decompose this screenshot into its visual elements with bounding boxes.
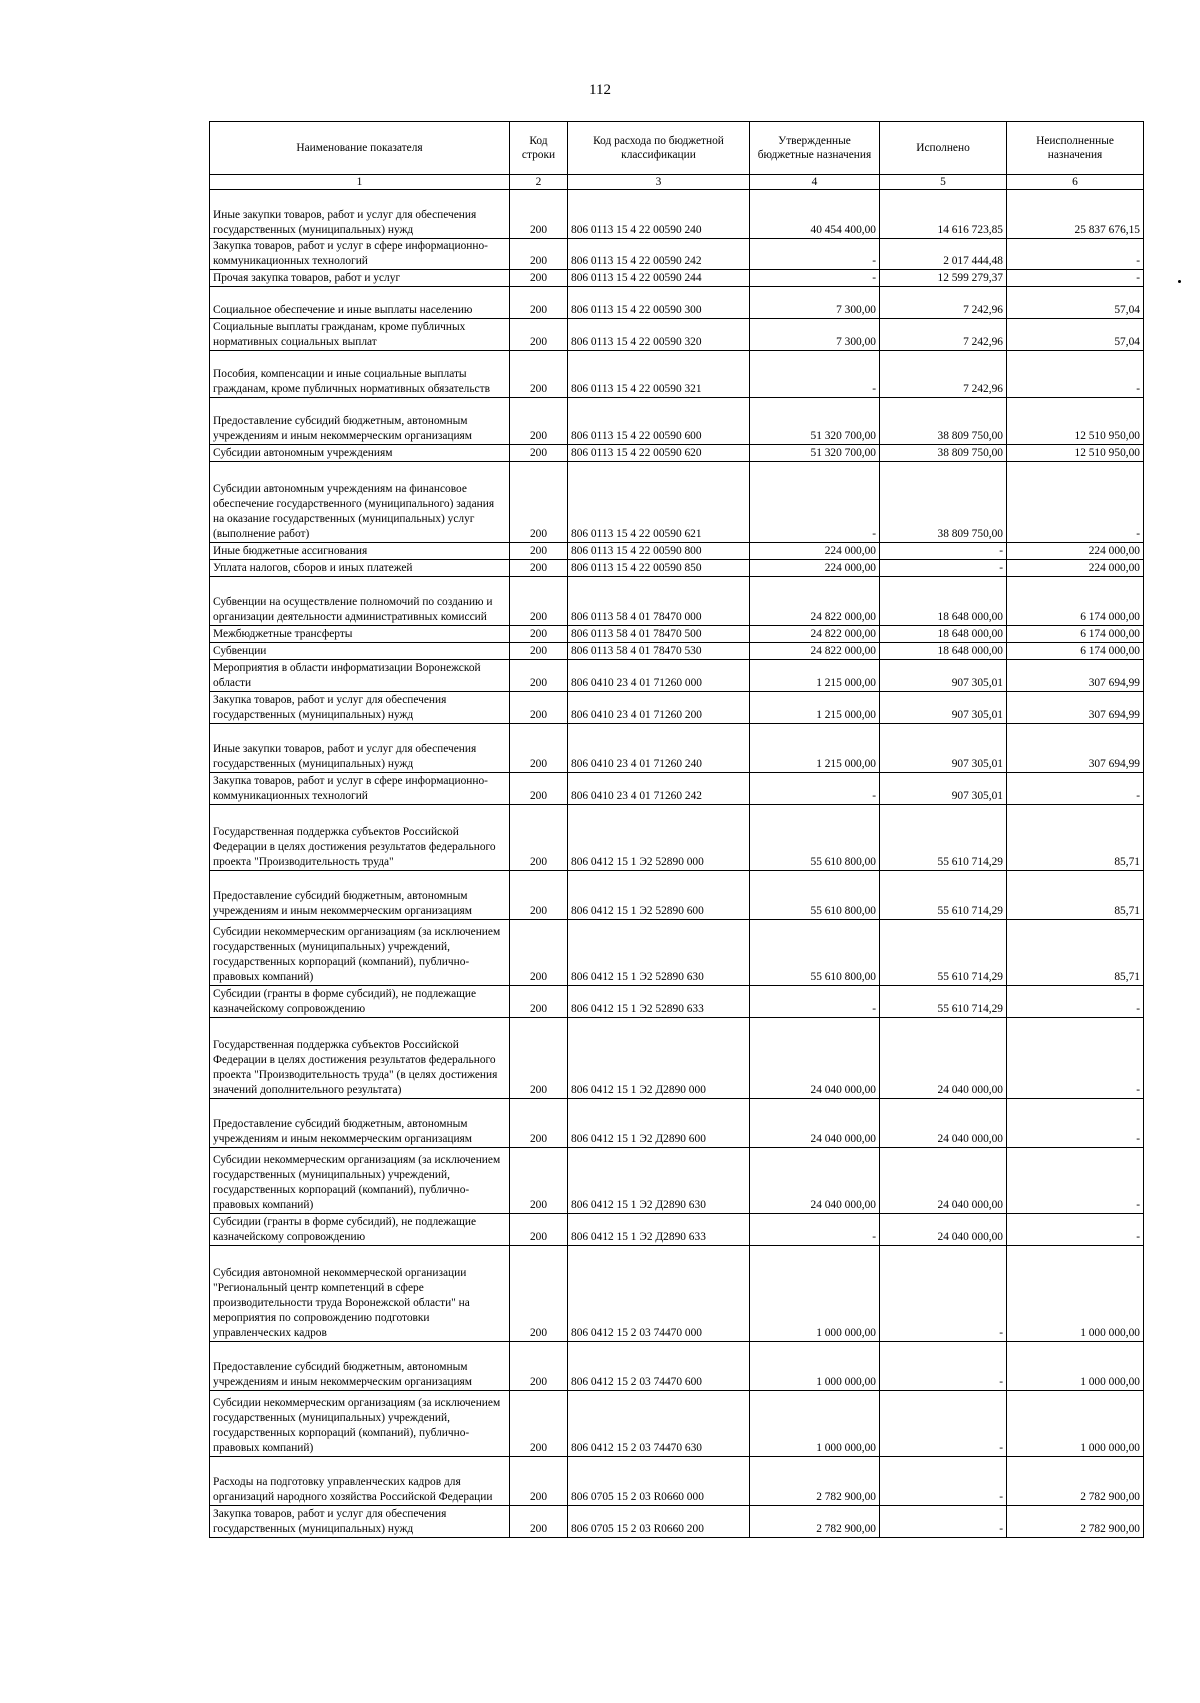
row-executed: 55 610 714,29 [880, 986, 1007, 1018]
row-line-code: 200 [510, 398, 568, 445]
row-classification-code: 806 0412 15 1 Э2 Д2890 630 [568, 1148, 750, 1214]
row-name: Предоставление субсидий бюджетным, автономным учреждениям и иным некоммерческим организациям [210, 1099, 510, 1148]
row-executed: 14 616 723,85 [880, 190, 1007, 239]
row-unexecuted: 57,04 [1007, 319, 1144, 351]
row-unexecuted: 6 174 000,00 [1007, 626, 1144, 643]
table-row [210, 560, 1144, 577]
row-name: Субсидии некоммерческим организациям (за исключением государственных (муниципальных) учреждений, государственных корпораций (компаний), публично-правовых компаний) [210, 920, 510, 986]
row-approved: 24 040 000,00 [750, 1148, 880, 1214]
row-name: Предоставление субсидий бюджетным, автономным учреждениям и иным некоммерческим организациям [210, 1342, 510, 1391]
row-unexecuted: 85,71 [1007, 805, 1144, 871]
row-unexecuted: 1 000 000,00 [1007, 1391, 1144, 1457]
row-classification-code: 806 0412 15 1 Э2 52890 000 [568, 805, 750, 871]
row-name: Субвенции на осуществление полномочий по созданию и организации деятельности административных комиссий [210, 577, 510, 626]
row-name: Государственная поддержка субъектов Российской Федерации в целях достижения результатов федерального проекта "Производительность труда" (в целях достижения значений дополнительного результата) [210, 1018, 510, 1099]
column-number: 4 [750, 175, 880, 190]
row-line-code: 200 [510, 1018, 568, 1099]
row-line-code: 200 [510, 560, 568, 577]
row-unexecuted: - [1007, 1214, 1144, 1246]
row-executed: 18 648 000,00 [880, 626, 1007, 643]
row-line-code: 200 [510, 319, 568, 351]
row-classification-code: 806 0412 15 1 Э2 Д2890 000 [568, 1018, 750, 1099]
row-classification-code: 806 0412 15 2 03 74470 000 [568, 1246, 750, 1342]
row-approved: 224 000,00 [750, 543, 880, 560]
row-classification-code: 806 0410 23 4 01 71260 000 [568, 660, 750, 692]
row-name: Иные бюджетные ассигнования [210, 543, 510, 560]
row-classification-code: 806 0113 15 4 22 00590 300 [568, 287, 750, 319]
row-unexecuted: - [1007, 239, 1144, 270]
row-classification-code: 806 0412 15 1 Э2 Д2890 600 [568, 1099, 750, 1148]
table-row [210, 1391, 1144, 1457]
table-header-row [210, 122, 1144, 175]
table-row [210, 871, 1144, 920]
row-executed: 24 040 000,00 [880, 1099, 1007, 1148]
row-approved: 1 000 000,00 [750, 1342, 880, 1391]
table-row [210, 577, 1144, 626]
row-executed: 7 242,96 [880, 287, 1007, 319]
row-line-code: 200 [510, 1214, 568, 1246]
row-approved: - [750, 773, 880, 805]
row-approved: 1 000 000,00 [750, 1391, 880, 1457]
table-body [210, 190, 1144, 1538]
table-row [210, 398, 1144, 445]
header-unexecuted: Неисполненные назначения [1007, 122, 1144, 175]
row-classification-code: 806 0410 23 4 01 71260 240 [568, 724, 750, 773]
table-row [210, 920, 1144, 986]
row-name: Уплата налогов, сборов и иных платежей [210, 560, 510, 577]
row-line-code: 200 [510, 577, 568, 626]
row-approved: - [750, 462, 880, 543]
table-row [210, 445, 1144, 462]
row-line-code: 200 [510, 660, 568, 692]
row-unexecuted: 224 000,00 [1007, 560, 1144, 577]
row-approved: 7 300,00 [750, 319, 880, 351]
row-executed: 18 648 000,00 [880, 577, 1007, 626]
row-classification-code: 806 0412 15 1 Э2 Д2890 633 [568, 1214, 750, 1246]
row-line-code: 200 [510, 239, 568, 270]
row-executed: 55 610 714,29 [880, 805, 1007, 871]
table-row [210, 986, 1144, 1018]
row-executed: 24 040 000,00 [880, 1148, 1007, 1214]
table-row [210, 1214, 1144, 1246]
row-approved: 1 000 000,00 [750, 1246, 880, 1342]
row-executed: - [880, 1391, 1007, 1457]
row-unexecuted: - [1007, 270, 1144, 287]
row-classification-code: 806 0113 15 4 22 00590 321 [568, 351, 750, 398]
row-line-code: 200 [510, 1246, 568, 1342]
row-name: Государственная поддержка субъектов Российской Федерации в целях достижения результатов федерального проекта "Производительность труда" [210, 805, 510, 871]
row-unexecuted: 2 782 900,00 [1007, 1506, 1144, 1538]
row-line-code: 200 [510, 1342, 568, 1391]
column-number: 3 [568, 175, 750, 190]
row-unexecuted: - [1007, 1099, 1144, 1148]
row-unexecuted: 307 694,99 [1007, 724, 1144, 773]
row-approved: 24 040 000,00 [750, 1018, 880, 1099]
row-executed: 12 599 279,37 [880, 270, 1007, 287]
row-line-code: 200 [510, 773, 568, 805]
row-approved: 2 782 900,00 [750, 1457, 880, 1506]
table-row [210, 287, 1144, 319]
row-line-code: 200 [510, 1506, 568, 1538]
row-line-code: 200 [510, 1391, 568, 1457]
row-executed: 7 242,96 [880, 319, 1007, 351]
row-name: Закупка товаров, работ и услуг для обеспечения государственных (муниципальных) нужд [210, 692, 510, 724]
row-approved: 2 782 900,00 [750, 1506, 880, 1538]
table-row [210, 270, 1144, 287]
row-classification-code: 806 0113 15 4 22 00590 621 [568, 462, 750, 543]
row-unexecuted: 85,71 [1007, 871, 1144, 920]
row-approved: 1 215 000,00 [750, 692, 880, 724]
row-line-code: 200 [510, 462, 568, 543]
row-name: Предоставление субсидий бюджетным, автономным учреждениям и иным некоммерческим организациям [210, 871, 510, 920]
table-row [210, 1342, 1144, 1391]
row-classification-code: 806 0412 15 1 Э2 52890 633 [568, 986, 750, 1018]
row-line-code: 200 [510, 643, 568, 660]
row-classification-code: 806 0412 15 1 Э2 52890 600 [568, 871, 750, 920]
header-executed: Исполнено [880, 122, 1007, 175]
row-executed: 907 305,01 [880, 773, 1007, 805]
table-row [210, 1506, 1144, 1538]
row-classification-code: 806 0113 58 4 01 78470 000 [568, 577, 750, 626]
row-executed: 24 040 000,00 [880, 1018, 1007, 1099]
row-executed: 55 610 714,29 [880, 920, 1007, 986]
row-classification-code: 806 0113 15 4 22 00590 850 [568, 560, 750, 577]
row-line-code: 200 [510, 270, 568, 287]
row-approved: 24 822 000,00 [750, 577, 880, 626]
row-line-code: 200 [510, 287, 568, 319]
row-unexecuted: - [1007, 1018, 1144, 1099]
row-executed: 907 305,01 [880, 692, 1007, 724]
row-unexecuted: 307 694,99 [1007, 660, 1144, 692]
table-row [210, 773, 1144, 805]
table-row [210, 626, 1144, 643]
row-executed: 55 610 714,29 [880, 871, 1007, 920]
row-name: Субсидии некоммерческим организациям (за исключением государственных (муниципальных) учреждений, государственных корпораций (компаний), публично-правовых компаний) [210, 1391, 510, 1457]
column-number: 6 [1007, 175, 1144, 190]
row-unexecuted: 85,71 [1007, 920, 1144, 986]
row-unexecuted: - [1007, 351, 1144, 398]
column-number: 5 [880, 175, 1007, 190]
row-classification-code: 806 0113 15 4 22 00590 320 [568, 319, 750, 351]
row-approved: - [750, 986, 880, 1018]
row-unexecuted: 12 510 950,00 [1007, 445, 1144, 462]
row-unexecuted: - [1007, 773, 1144, 805]
row-unexecuted: - [1007, 462, 1144, 543]
row-name: Субсидии (гранты в форме субсидий), не подлежащие казначейскому сопровождению [210, 1214, 510, 1246]
row-executed: 38 809 750,00 [880, 398, 1007, 445]
row-executed: 907 305,01 [880, 724, 1007, 773]
row-classification-code: 806 0705 15 2 03 R0660 200 [568, 1506, 750, 1538]
row-executed: - [880, 1342, 1007, 1391]
row-approved: 55 610 800,00 [750, 920, 880, 986]
row-executed: - [880, 543, 1007, 560]
row-name: Межбюджетные трансферты [210, 626, 510, 643]
row-line-code: 200 [510, 724, 568, 773]
row-approved: 55 610 800,00 [750, 871, 880, 920]
row-name: Субсидии некоммерческим организациям (за исключением государственных (муниципальных) учреждений, государственных корпораций (компаний), публично-правовых компаний) [210, 1148, 510, 1214]
row-executed: - [880, 1457, 1007, 1506]
row-name: Закупка товаров, работ и услуг в сфере информационно-коммуникационных технологий [210, 773, 510, 805]
row-classification-code: 806 0113 15 4 22 00590 600 [568, 398, 750, 445]
row-unexecuted: 57,04 [1007, 287, 1144, 319]
row-classification-code: 806 0113 15 4 22 00590 242 [568, 239, 750, 270]
row-unexecuted: - [1007, 986, 1144, 1018]
row-classification-code: 806 0412 15 2 03 74470 600 [568, 1342, 750, 1391]
row-approved: 24 822 000,00 [750, 626, 880, 643]
row-name: Предоставление субсидий бюджетным, автономным учреждениям и иным некоммерческим организациям [210, 398, 510, 445]
header-line-code: Код строки [510, 122, 568, 175]
table-row [210, 805, 1144, 871]
row-line-code: 200 [510, 1148, 568, 1214]
row-unexecuted: 1 000 000,00 [1007, 1246, 1144, 1342]
row-approved: 1 215 000,00 [750, 660, 880, 692]
header-approved: Утвержденные бюджетные назначения [750, 122, 880, 175]
column-number: 2 [510, 175, 568, 190]
row-line-code: 200 [510, 1457, 568, 1506]
row-line-code: 200 [510, 871, 568, 920]
row-executed: 38 809 750,00 [880, 445, 1007, 462]
row-name: Субсидия автономной некоммерческой организации "Региональный центр компетенций в сфере производительности труда Воронежской области" на мероприятия по сопровождению подготовки управленческих кадров [210, 1246, 510, 1342]
row-executed: 907 305,01 [880, 660, 1007, 692]
column-number: 1 [210, 175, 510, 190]
row-executed: 18 648 000,00 [880, 643, 1007, 660]
row-name: Социальное обеспечение и иные выплаты населению [210, 287, 510, 319]
row-name: Иные закупки товаров, работ и услуг для обеспечения государственных (муниципальных) нужд [210, 190, 510, 239]
row-line-code: 200 [510, 986, 568, 1018]
row-unexecuted: - [1007, 1148, 1144, 1214]
table-row [210, 319, 1144, 351]
row-name: Субвенции [210, 643, 510, 660]
table-row [210, 1099, 1144, 1148]
row-classification-code: 806 0113 58 4 01 78470 500 [568, 626, 750, 643]
budget-execution-table [209, 121, 1144, 1538]
row-approved: 51 320 700,00 [750, 398, 880, 445]
row-unexecuted: 2 782 900,00 [1007, 1457, 1144, 1506]
row-name: Субсидии (гранты в форме субсидий), не подлежащие казначейскому сопровождению [210, 986, 510, 1018]
row-executed: - [880, 1506, 1007, 1538]
row-approved: 24 040 000,00 [750, 1099, 880, 1148]
row-line-code: 200 [510, 445, 568, 462]
row-approved: - [750, 351, 880, 398]
row-line-code: 200 [510, 1099, 568, 1148]
row-name: Иные закупки товаров, работ и услуг для обеспечения государственных (муниципальных) нужд [210, 724, 510, 773]
row-executed: 38 809 750,00 [880, 462, 1007, 543]
row-unexecuted: 1 000 000,00 [1007, 1342, 1144, 1391]
row-unexecuted: 6 174 000,00 [1007, 643, 1144, 660]
row-approved: 40 454 400,00 [750, 190, 880, 239]
row-approved: - [750, 270, 880, 287]
table-row [210, 724, 1144, 773]
row-unexecuted: 6 174 000,00 [1007, 577, 1144, 626]
row-name: Социальные выплаты гражданам, кроме публичных нормативных социальных выплат [210, 319, 510, 351]
row-line-code: 200 [510, 692, 568, 724]
row-executed: 24 040 000,00 [880, 1214, 1007, 1246]
row-approved: - [750, 1214, 880, 1246]
row-classification-code: 806 0113 58 4 01 78470 530 [568, 643, 750, 660]
table-row [210, 660, 1144, 692]
row-approved: 24 822 000,00 [750, 643, 880, 660]
row-classification-code: 806 0113 15 4 22 00590 620 [568, 445, 750, 462]
row-classification-code: 806 0412 15 2 03 74470 630 [568, 1391, 750, 1457]
column-numbers-row [210, 175, 1144, 190]
row-approved: 51 320 700,00 [750, 445, 880, 462]
row-line-code: 200 [510, 190, 568, 239]
row-approved: 1 215 000,00 [750, 724, 880, 773]
table-row [210, 1148, 1144, 1214]
row-unexecuted: 12 510 950,00 [1007, 398, 1144, 445]
row-classification-code: 806 0113 15 4 22 00590 800 [568, 543, 750, 560]
row-unexecuted: 25 837 676,15 [1007, 190, 1144, 239]
table-row [210, 462, 1144, 543]
row-executed: - [880, 1246, 1007, 1342]
row-approved: - [750, 239, 880, 270]
row-name: Субсидии автономным учреждениям на финансовое обеспечение государственного (муниципального) задания на оказание государственных (муниципальных) услуг (выполнение работ) [210, 462, 510, 543]
row-approved: 7 300,00 [750, 287, 880, 319]
row-name: Мероприятия в области информатизации Воронежской области [210, 660, 510, 692]
row-unexecuted: 224 000,00 [1007, 543, 1144, 560]
table-row [210, 692, 1144, 724]
row-line-code: 200 [510, 805, 568, 871]
row-classification-code: 806 0410 23 4 01 71260 242 [568, 773, 750, 805]
table-row [210, 543, 1144, 560]
row-unexecuted: 307 694,99 [1007, 692, 1144, 724]
row-classification-code: 806 0113 15 4 22 00590 244 [568, 270, 750, 287]
row-executed: 7 242,96 [880, 351, 1007, 398]
table-row [210, 351, 1144, 398]
row-executed: - [880, 560, 1007, 577]
row-name: Закупка товаров, работ и услуг для обеспечения государственных (муниципальных) нужд [210, 1506, 510, 1538]
page-number: 112 [589, 82, 611, 98]
row-line-code: 200 [510, 626, 568, 643]
row-line-code: 200 [510, 920, 568, 986]
row-classification-code: 806 0705 15 2 03 R0660 000 [568, 1457, 750, 1506]
row-line-code: 200 [510, 543, 568, 560]
table-row [210, 1457, 1144, 1506]
row-classification-code: 806 0113 15 4 22 00590 240 [568, 190, 750, 239]
scan-dot [1178, 280, 1181, 283]
row-name: Пособия, компенсации и иные социальные выплаты гражданам, кроме публичных нормативных обязательств [210, 351, 510, 398]
table-row [210, 190, 1144, 239]
table-row [210, 239, 1144, 270]
row-approved: 224 000,00 [750, 560, 880, 577]
row-classification-code: 806 0412 15 1 Э2 52890 630 [568, 920, 750, 986]
row-classification-code: 806 0410 23 4 01 71260 200 [568, 692, 750, 724]
table-row [210, 1018, 1144, 1099]
row-name: Расходы на подготовку управленческих кадров для организаций народного хозяйства Российской Федерации [210, 1457, 510, 1506]
table-row [210, 643, 1144, 660]
header-classification-code: Код расхода по бюджетной классификации [568, 122, 750, 175]
row-name: Закупка товаров, работ и услуг в сфере информационно-коммуникационных технологий [210, 239, 510, 270]
row-name: Субсидии автономным учреждениям [210, 445, 510, 462]
table-row [210, 1246, 1144, 1342]
row-executed: 2 017 444,48 [880, 239, 1007, 270]
header-indicator-name: Наименование показателя [210, 122, 510, 175]
row-line-code: 200 [510, 351, 568, 398]
row-name: Прочая закупка товаров, работ и услуг [210, 270, 510, 287]
row-approved: 55 610 800,00 [750, 805, 880, 871]
